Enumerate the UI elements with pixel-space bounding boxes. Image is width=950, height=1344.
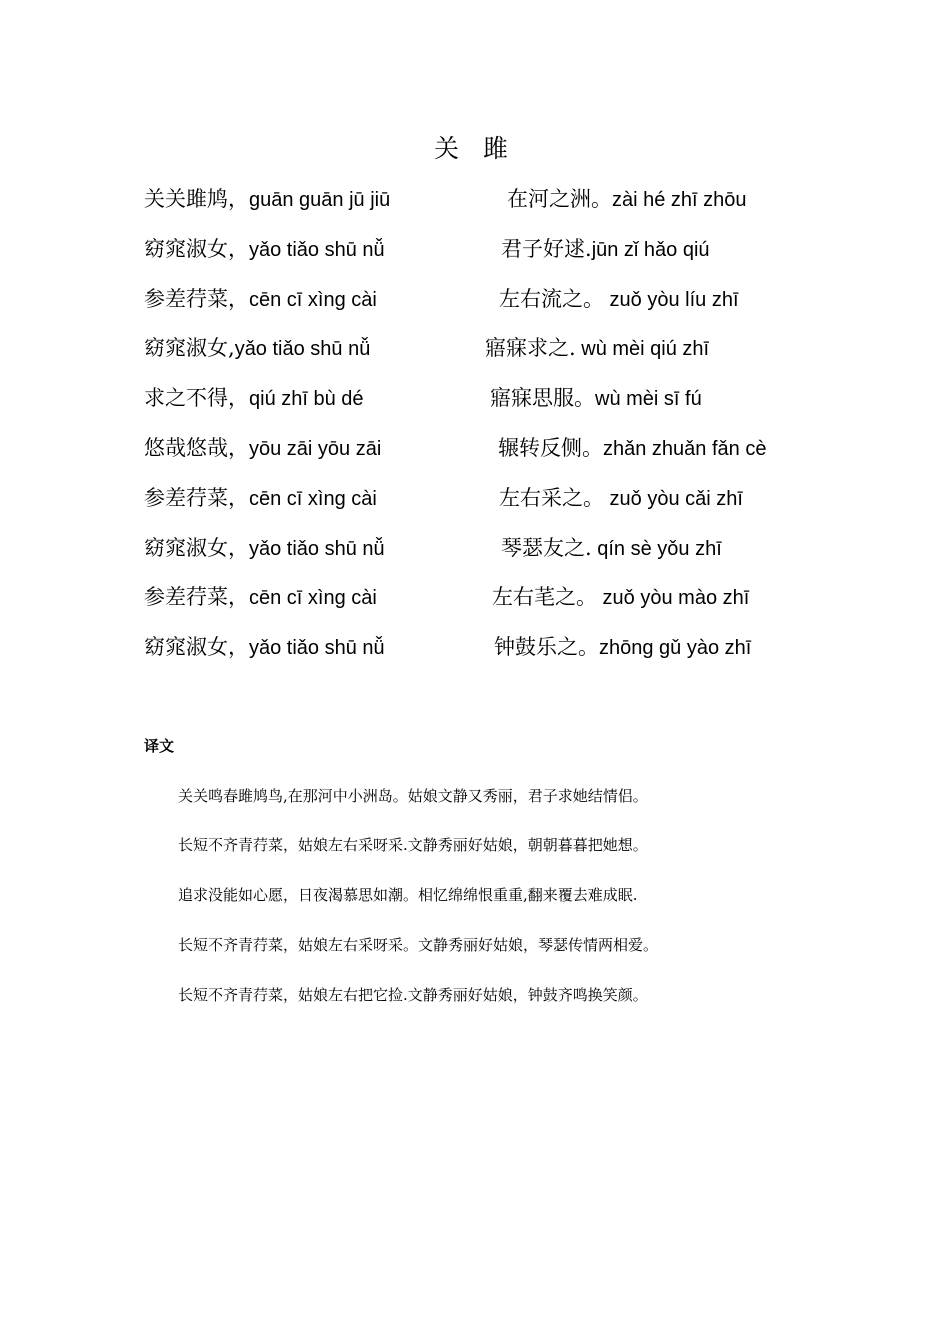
translation-heading: 译文 [144,737,175,755]
translation-paragraph: 长短不齐青荇菜，姑娘左右把它捡.文静秀丽好姑娘，钟鼓齐鸣换笑颜。 [178,986,648,1004]
poem-line-right-pinyin: jūn zǐ hǎo qiú [591,239,710,261]
poem-line [0,179,950,219]
poem-line [0,577,950,617]
poem-line [0,428,950,468]
poem-line-right-pinyin: wù mèi qiú zhī [575,338,710,360]
poem-line-right-chinese: 左右采之。 [499,486,604,510]
translation-paragraph: 追求没能如心愿，日夜渴慕思如潮。相忆绵绵恨重重,翻来覆去难成眠. [178,886,638,904]
poem-line-left-pinyin: yǎo tiǎo shū nǚ [249,637,385,659]
poem-line [0,378,950,418]
poem-line-right-chinese: 在河之洲。 [507,187,612,211]
poem-line [0,627,950,667]
poem-line [0,328,950,368]
poem-line-right-pinyin: zuǒ yòu mào zhī [597,587,750,609]
poem-line-left-pinyin: yǎo tiǎo shū nǚ [249,538,385,560]
translation-paragraph: 关关鸣春雎鸠鸟,在那河中小洲岛。姑娘文静又秀丽，君子求她结情侣。 [178,787,648,805]
translation-paragraph: 长短不齐青荇菜，姑娘左右采呀采.文静秀丽好姑娘，朝朝暮暮把她想。 [178,836,648,854]
poem-line-left-chinese: 窈窕淑女， [144,536,249,560]
poem-line-right-pinyin: qín sè yǒu zhī [591,538,722,560]
poem-line-right-chinese: 寤寐思服。 [490,386,595,410]
poem-line-left-pinyin: yōu zāi yōu zāi [249,438,382,460]
translation-paragraph: 长短不齐青荇菜，姑娘左右采呀采。文静秀丽好姑娘，琴瑟传情两相爱。 [178,936,659,954]
poem-line-right-chinese: 君子好逑. [501,237,592,261]
poem-line-left-chinese: 关关雎鸠， [144,187,249,211]
poem-line-right-chinese: 琴瑟友之. [501,536,592,560]
poem-line-right-pinyin: zài hé zhī zhōu [612,189,747,211]
poem-line-left-pinyin: cēn cī xìng cài [249,488,377,510]
poem-line-left-pinyin: cēn cī xìng cài [249,289,377,311]
poem-line-left-chinese: 窈窕淑女， [144,237,249,261]
poem-line-left-pinyin: guān guān jū jiū [249,189,391,211]
poem-line-left-chinese: 悠哉悠哉， [144,436,249,460]
poem-line-left-chinese: 参差荇菜， [144,486,249,510]
poem-line [0,229,950,269]
poem-line-left-pinyin: cēn cī xìng cài [249,587,377,609]
poem-line-right-chinese: 左右流之。 [499,287,604,311]
poem-line-left-chinese: 参差荇菜， [144,287,249,311]
poem-line-left-chinese: 窈窕淑女， [144,635,249,659]
poem-line-left-pinyin: qiú zhī bù dé [249,388,364,410]
poem-line [0,478,950,518]
poem-line-left-pinyin: yǎo tiǎo shū nǚ [234,338,371,360]
poem-line-right-chinese: 左右芼之。 [492,585,597,609]
poem-line-right-chinese: 寤寐求之. [485,336,576,360]
poem-line-left-chinese: 窈窕淑女, [144,336,235,360]
poem-line [0,528,950,568]
poem-line-left-chinese: 参差荇菜， [144,585,249,609]
poem-line-right-pinyin: wù mèi sī fú [595,388,702,410]
poem-line-right-pinyin: zhōng gǔ yào zhī [599,637,752,659]
poem-line [0,279,950,319]
poem-line-left-chinese: 求之不得， [144,386,249,410]
poem-line-right-pinyin: zuǒ yòu líu zhī [604,289,739,311]
poem-line-left-pinyin: yǎo tiǎo shū nǚ [249,239,385,261]
poem-line-right-chinese: 钟鼓乐之。 [494,635,599,659]
poem-line-right-pinyin: zhǎn zhuǎn fǎn cè [603,438,767,460]
poem-title: 关 雎 [434,134,516,163]
poem-line-right-chinese: 辗转反侧。 [498,436,603,460]
poem-line-right-pinyin: zuǒ yòu cǎi zhī [604,488,743,510]
